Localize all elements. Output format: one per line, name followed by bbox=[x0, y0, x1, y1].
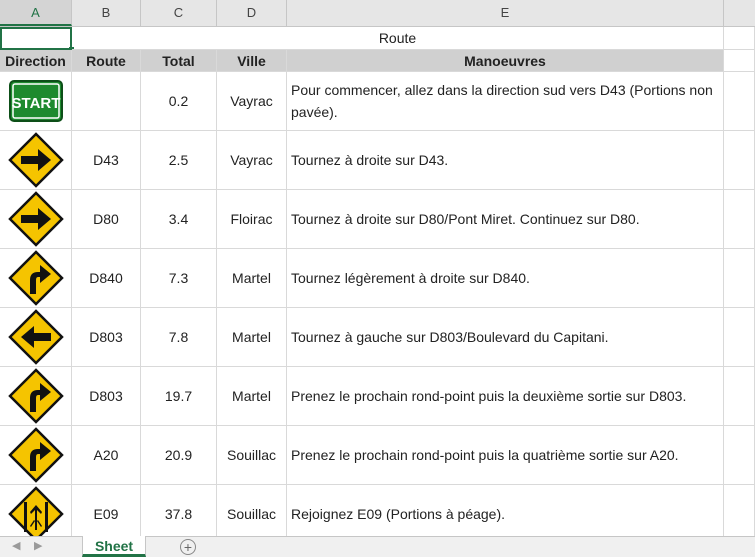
add-sheet-icon[interactable]: + bbox=[180, 539, 196, 555]
column-header-b[interactable]: B bbox=[72, 0, 141, 26]
direction-cell[interactable] bbox=[0, 426, 72, 485]
cell[interactable] bbox=[724, 367, 755, 426]
ville-cell[interactable]: Souillac bbox=[217, 426, 287, 485]
bear-right-arrow-icon bbox=[8, 427, 64, 483]
cell[interactable] bbox=[724, 190, 755, 249]
header-manoeuvres[interactable]: Manoeuvres bbox=[287, 50, 724, 72]
direction-cell[interactable] bbox=[0, 131, 72, 190]
header-direction[interactable]: Direction bbox=[0, 50, 72, 72]
route-cell[interactable]: D80 bbox=[72, 190, 141, 249]
total-cell[interactable]: 19.7 bbox=[141, 367, 217, 426]
table-row bbox=[0, 367, 755, 426]
cell[interactable] bbox=[724, 27, 755, 50]
bear-right-arrow-icon bbox=[8, 368, 64, 424]
manoeuvre-cell[interactable]: Tournez à droite sur D43. bbox=[287, 131, 724, 190]
total-cell[interactable]: 0.2 bbox=[141, 72, 217, 131]
column-header-c[interactable]: C bbox=[141, 0, 217, 26]
turn-right-arrow-icon bbox=[8, 191, 64, 247]
total-cell[interactable]: 2.5 bbox=[141, 131, 217, 190]
title-cell[interactable]: Route bbox=[72, 27, 724, 50]
ville-cell[interactable]: Floirac bbox=[217, 190, 287, 249]
sheet-tab-bar bbox=[0, 536, 755, 557]
ville-cell[interactable]: Souillac bbox=[217, 485, 287, 544]
header-ville[interactable]: Ville bbox=[217, 50, 287, 72]
cell[interactable] bbox=[724, 72, 755, 131]
total-cell[interactable]: 7.8 bbox=[141, 308, 217, 367]
cell[interactable] bbox=[724, 426, 755, 485]
table-row bbox=[0, 72, 755, 131]
table-row bbox=[0, 308, 755, 367]
ville-cell[interactable]: Martel bbox=[217, 249, 287, 308]
merge-lanes-icon bbox=[8, 486, 64, 542]
sheet-tab[interactable]: Sheet bbox=[82, 536, 146, 557]
turn-left-arrow-icon bbox=[8, 309, 64, 365]
cell[interactable] bbox=[724, 50, 755, 72]
table-row bbox=[0, 190, 755, 249]
direction-cell[interactable] bbox=[0, 249, 72, 308]
scroll-right-icon[interactable]: ▶ bbox=[34, 540, 43, 552]
total-cell[interactable]: 3.4 bbox=[141, 190, 217, 249]
ville-cell[interactable]: Vayrac bbox=[217, 72, 287, 131]
title-row bbox=[0, 27, 755, 50]
ville-cell[interactable]: Martel bbox=[217, 367, 287, 426]
turn-right-arrow-icon bbox=[8, 132, 64, 188]
route-cell[interactable]: D43 bbox=[72, 131, 141, 190]
total-cell[interactable]: 20.9 bbox=[141, 426, 217, 485]
table-row bbox=[0, 426, 755, 485]
cell[interactable] bbox=[724, 249, 755, 308]
manoeuvre-cell[interactable]: Rejoignez E09 (Portions à péage). bbox=[287, 485, 724, 544]
direction-cell[interactable] bbox=[0, 367, 72, 426]
cell[interactable] bbox=[724, 308, 755, 367]
column-header-d[interactable]: D bbox=[217, 0, 287, 26]
table-header-row bbox=[0, 50, 755, 72]
table-row bbox=[0, 131, 755, 190]
ville-cell[interactable]: Martel bbox=[217, 308, 287, 367]
direction-cell[interactable] bbox=[0, 308, 72, 367]
header-route[interactable]: Route bbox=[72, 50, 141, 72]
column-header-bar bbox=[0, 0, 755, 27]
route-cell[interactable]: E09 bbox=[72, 485, 141, 544]
route-cell[interactable]: A20 bbox=[72, 426, 141, 485]
cell-a1[interactable] bbox=[0, 27, 72, 50]
route-cell[interactable]: D803 bbox=[72, 367, 141, 426]
total-cell[interactable]: 7.3 bbox=[141, 249, 217, 308]
cell[interactable] bbox=[724, 131, 755, 190]
total-cell[interactable]: 37.8 bbox=[141, 485, 217, 544]
route-cell[interactable] bbox=[72, 72, 141, 131]
column-header-a[interactable]: A bbox=[0, 0, 72, 26]
manoeuvre-cell[interactable]: Tournez légèrement à droite sur D840. bbox=[287, 249, 724, 308]
bear-right-arrow-icon bbox=[8, 250, 64, 306]
svg-text:START: START bbox=[11, 95, 60, 112]
direction-cell[interactable] bbox=[0, 72, 72, 131]
ville-cell[interactable]: Vayrac bbox=[217, 131, 287, 190]
manoeuvre-cell[interactable]: Tournez à gauche sur D803/Boulevard du Capitani. bbox=[287, 308, 724, 367]
manoeuvre-cell[interactable]: Prenez le prochain rond-point puis la quatrième sortie sur A20. bbox=[287, 426, 724, 485]
column-header-f[interactable] bbox=[724, 0, 755, 26]
scroll-left-icon[interactable]: ◀ bbox=[12, 540, 21, 552]
manoeuvre-cell[interactable]: Prenez le prochain rond-point puis la deuxième sortie sur D803. bbox=[287, 367, 724, 426]
column-header-e[interactable]: E bbox=[287, 0, 724, 26]
manoeuvre-cell[interactable]: Pour commencer, allez dans la direction sud vers D43 (Portions non pavée). bbox=[287, 72, 724, 131]
manoeuvre-cell[interactable]: Tournez à droite sur D80/Pont Miret. Continuez sur D80. bbox=[287, 190, 724, 249]
route-cell[interactable]: D840 bbox=[72, 249, 141, 308]
direction-cell[interactable] bbox=[0, 190, 72, 249]
table-row bbox=[0, 249, 755, 308]
route-cell[interactable]: D803 bbox=[72, 308, 141, 367]
header-total[interactable]: Total bbox=[141, 50, 217, 72]
start-sign-icon bbox=[9, 80, 63, 122]
